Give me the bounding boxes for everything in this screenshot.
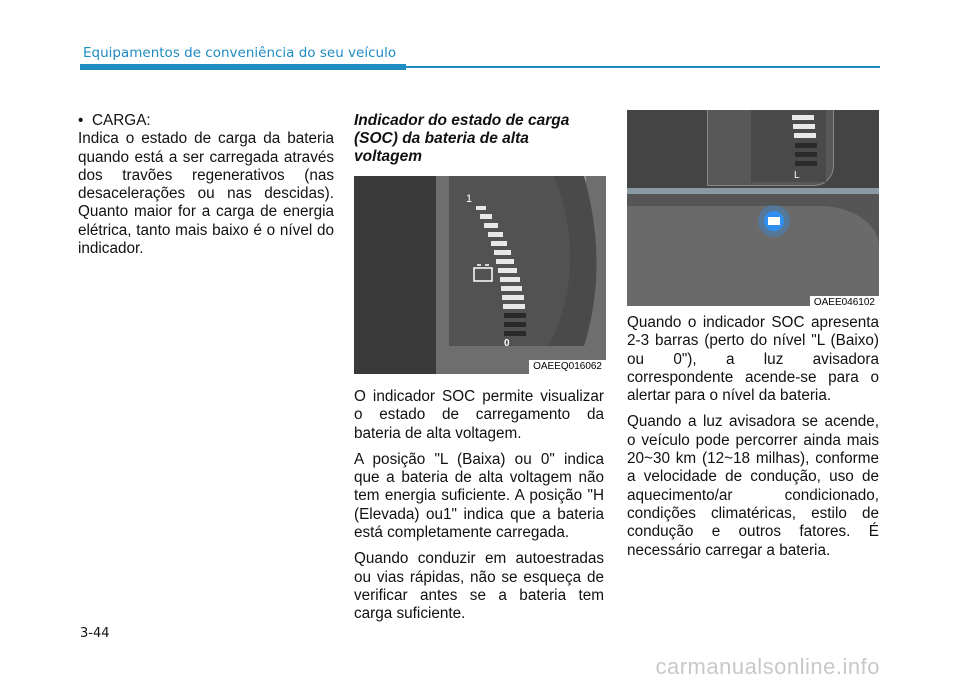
paragraph: Quando o indicador SOC apresenta 2-3 barras (perto do nível "L (Baixo) ou 0"), a luz avisadora correspondente acende-se para o alertar para o nível da bateria. <box>627 314 879 405</box>
warning-light-figure <box>627 110 879 310</box>
column-3 <box>627 314 879 568</box>
bullet-item-carga <box>78 112 334 130</box>
page-number: 3-44 <box>80 626 110 641</box>
soc-gauge-illustration <box>354 176 606 374</box>
paragraph: O indicador SOC permite visualizar o estado de carregamento da bateria de alta voltagem. <box>354 388 604 442</box>
bullet-label: CARGA: <box>92 112 151 129</box>
battery-icon <box>474 265 492 281</box>
watermark: carmanualsonline.info <box>655 654 880 679</box>
gauge-top-mark: 1 <box>466 193 473 205</box>
warning-light-icon <box>758 205 790 237</box>
header-rule-thin <box>406 66 880 68</box>
section-heading: Indicador do estado de carga (SOC) da bateria de alta voltagem <box>354 112 570 165</box>
figure-code: OAEE046102 <box>810 296 879 310</box>
paragraph: Quando a luz avisadora se acende, o veículo pode percorrer ainda mais 20~30 km (12~18 milhas), conforme a velocidade de condução, uso de aquecimento/ar condicionado, condições climatéricas, estilo de condução e outros fatores. É necessário carregar a bateria. <box>627 413 879 559</box>
soc-gauge-figure <box>354 176 606 374</box>
figure-code: OAEEQ016062 <box>529 360 606 374</box>
bullet-marker: • <box>78 112 84 129</box>
column-2 <box>354 112 604 632</box>
warning-light-illustration <box>627 110 879 306</box>
header-title: Equipamentos de conveniência do seu veículo <box>83 45 397 61</box>
gauge-bottom-mark: 0 <box>504 338 510 349</box>
soc-bars <box>476 206 526 336</box>
bullet-description: Indica o estado de carga da bateria quando está a ser carregada através dos travões regenerativos (nas desacelerações ou nas descidas). Quanto maior for a carga de energia elétrica, tanto mais baixo é o nível do indicador. <box>78 130 334 258</box>
low-soc-bars <box>792 115 817 166</box>
column-1 <box>78 112 334 266</box>
paragraph: Quando conduzir em autoestradas ou vias rápidas, não se esqueça de verificar antes se a bateria tem carga suficiente. <box>354 550 604 623</box>
paragraph: A posição "L (Baixa) ou 0" indica que a bateria de alta voltagem não tem energia suficiente. A posição "H (Elevada) ou1" indica que a bateria está completamente carregada. <box>354 450 604 542</box>
gauge-low-mark: L <box>794 170 800 181</box>
header-rule-thick <box>80 64 406 70</box>
